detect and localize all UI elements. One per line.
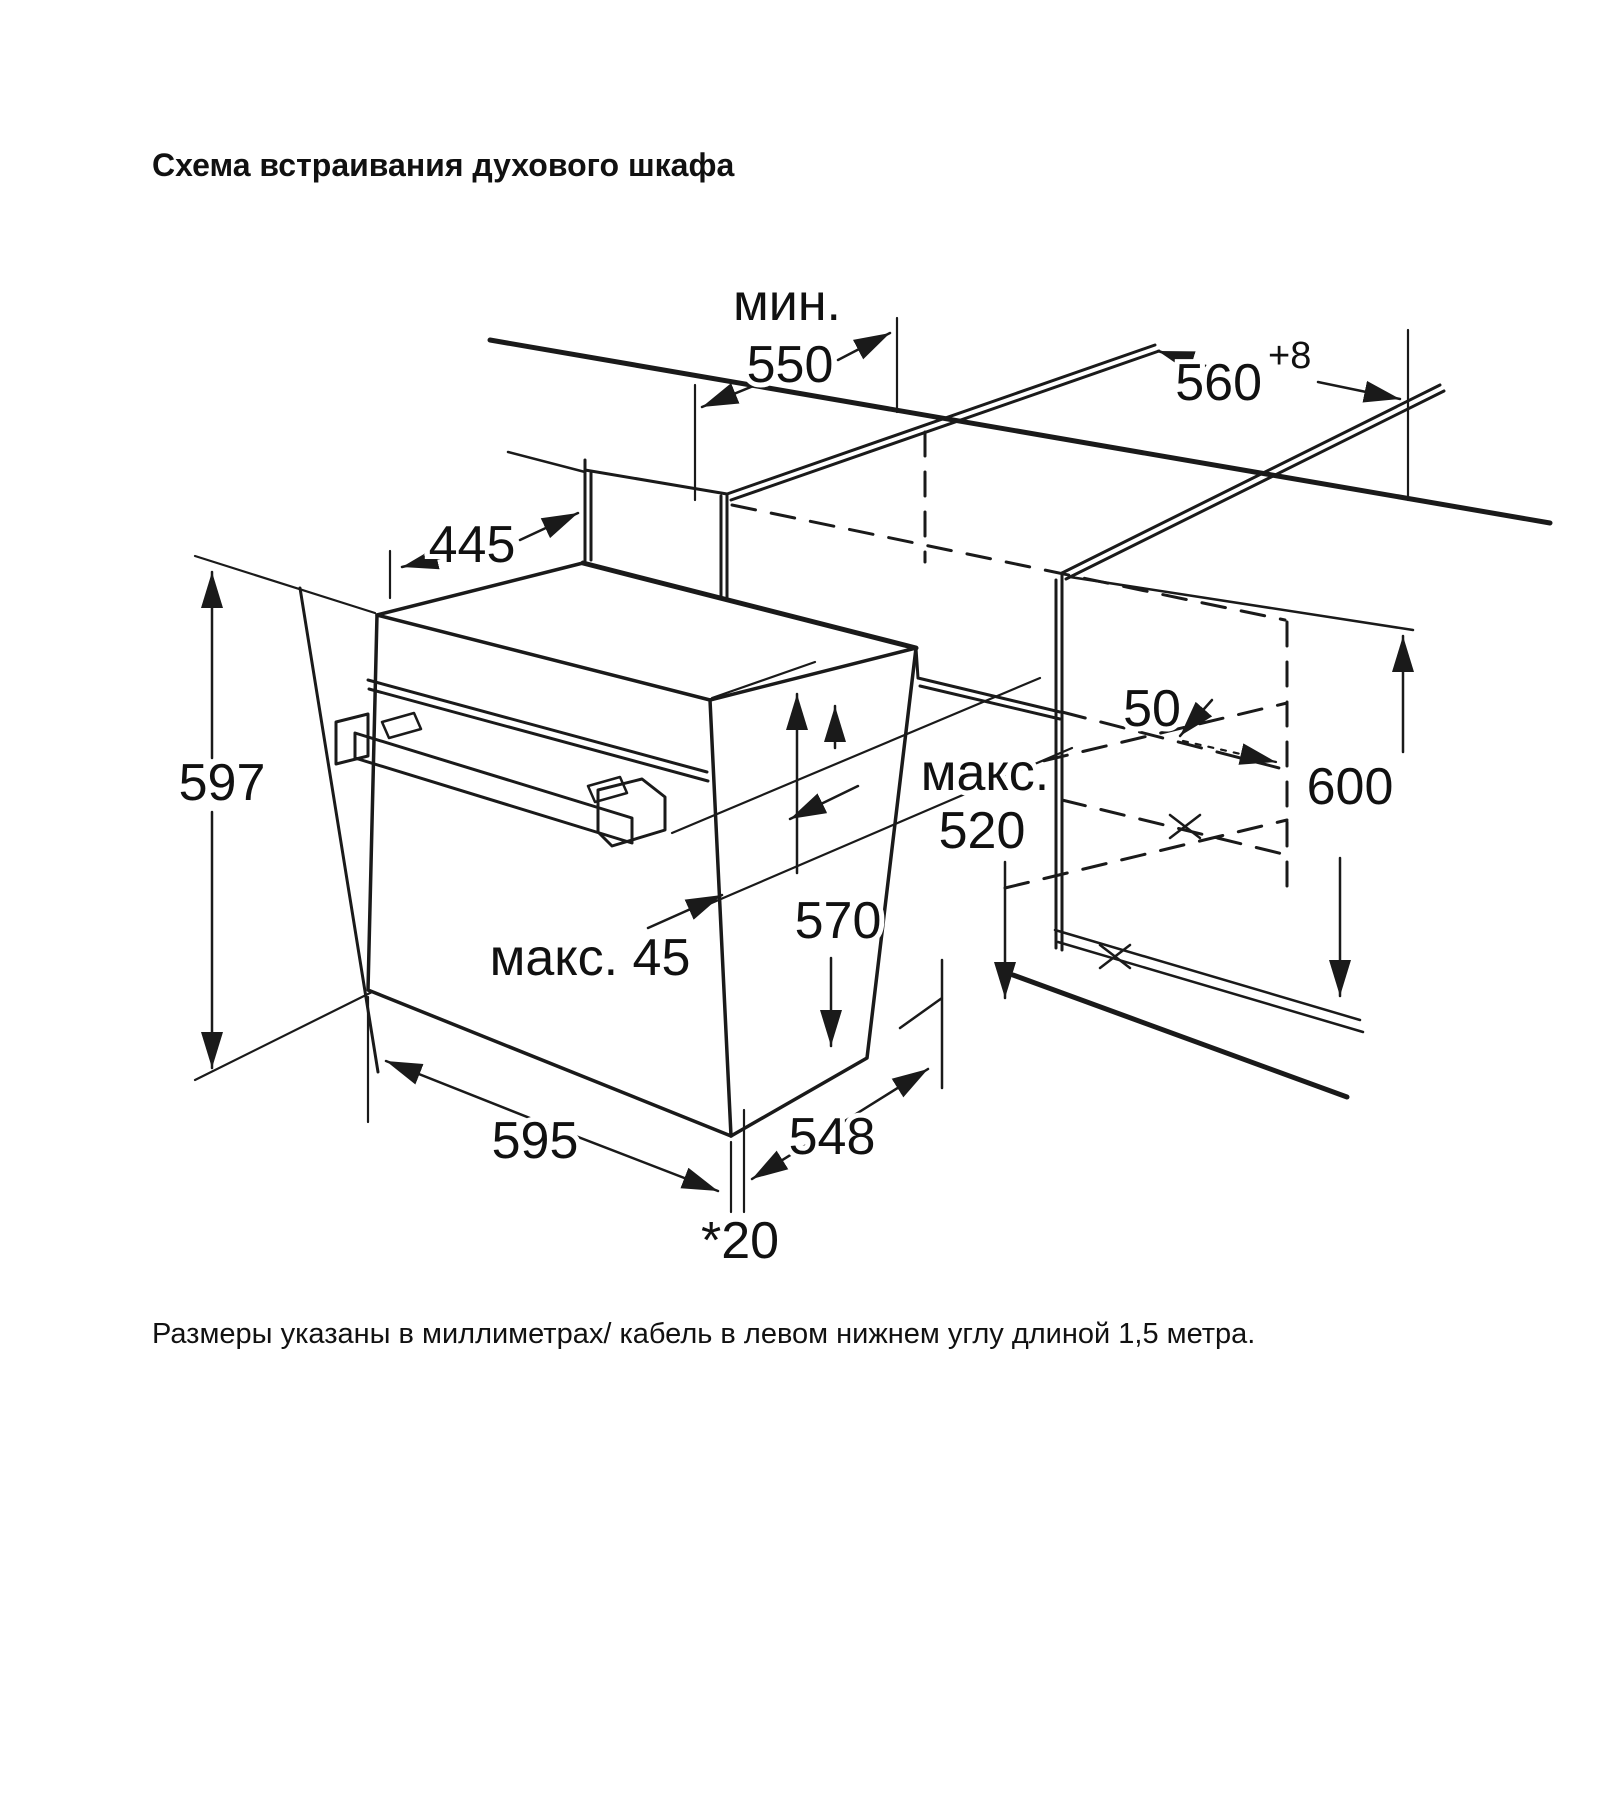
footnote: Размеры указаны в миллиметрах/ кабель в левом нижнем углу длиной 1,5 метра. (152, 1318, 1256, 1350)
ext-597-top (195, 556, 375, 613)
oven-top-back-edge (583, 563, 916, 648)
arrow-560-right (1318, 382, 1400, 399)
label-min-word: мин. (733, 274, 841, 332)
arrow-550-right (838, 333, 890, 360)
floor-line (1013, 975, 1347, 1097)
break-mark-icon (1100, 815, 1200, 968)
label-520: 520 (938, 802, 1026, 860)
arrow-45-up (648, 895, 722, 928)
page-title: Схема встраивания духового шкафа (152, 147, 735, 183)
ext-597-bottom (195, 992, 372, 1080)
arrow-595-right (560, 1130, 718, 1191)
label-445: 445 (428, 516, 516, 574)
label-600: 600 (1306, 758, 1394, 816)
oven-front-face (368, 615, 731, 1136)
label-560-tolerance: +8 (1268, 335, 1312, 377)
niche-front-step (916, 648, 1060, 719)
niche-left-partition (585, 460, 727, 600)
arrow-445-right (520, 513, 578, 540)
arrow-50-dotted (1183, 741, 1276, 762)
countertop-back-line (508, 452, 585, 472)
dimension-arrows (212, 333, 1403, 1191)
label-star-20: *20 (700, 1212, 780, 1270)
label-595: 595 (491, 1112, 579, 1170)
label-550: 550 (746, 336, 834, 394)
label-50: 50 (1123, 680, 1181, 738)
arrow-45-down (790, 786, 858, 819)
handle-bracket-left (382, 713, 421, 738)
countertop-edge-line (490, 340, 1550, 523)
label-570: 570 (794, 892, 882, 950)
label-max-word: макс. (920, 744, 1050, 802)
label-max-45: макс. 45 (489, 929, 691, 987)
ext-570-top (712, 662, 815, 698)
cabinet-structure (300, 340, 1550, 1097)
left-wall-line (300, 588, 378, 1072)
niche-right-edge (1056, 573, 1062, 950)
oven-body (336, 563, 916, 1136)
dimension-labels (179, 274, 1394, 1270)
handle-left-cap (336, 714, 368, 764)
handle-bracket-right (588, 777, 627, 802)
oven-handle (336, 713, 665, 846)
label-597: 597 (178, 754, 266, 812)
niche-right-depth-edge (1062, 385, 1444, 579)
right-cabinet-top-line (1070, 577, 1413, 630)
base-corner-lines (900, 960, 942, 1088)
arrow-50-pointer (1180, 700, 1212, 736)
label-560: 560 (1175, 354, 1262, 412)
label-548: 548 (788, 1108, 876, 1166)
oven-top-face (377, 563, 916, 700)
